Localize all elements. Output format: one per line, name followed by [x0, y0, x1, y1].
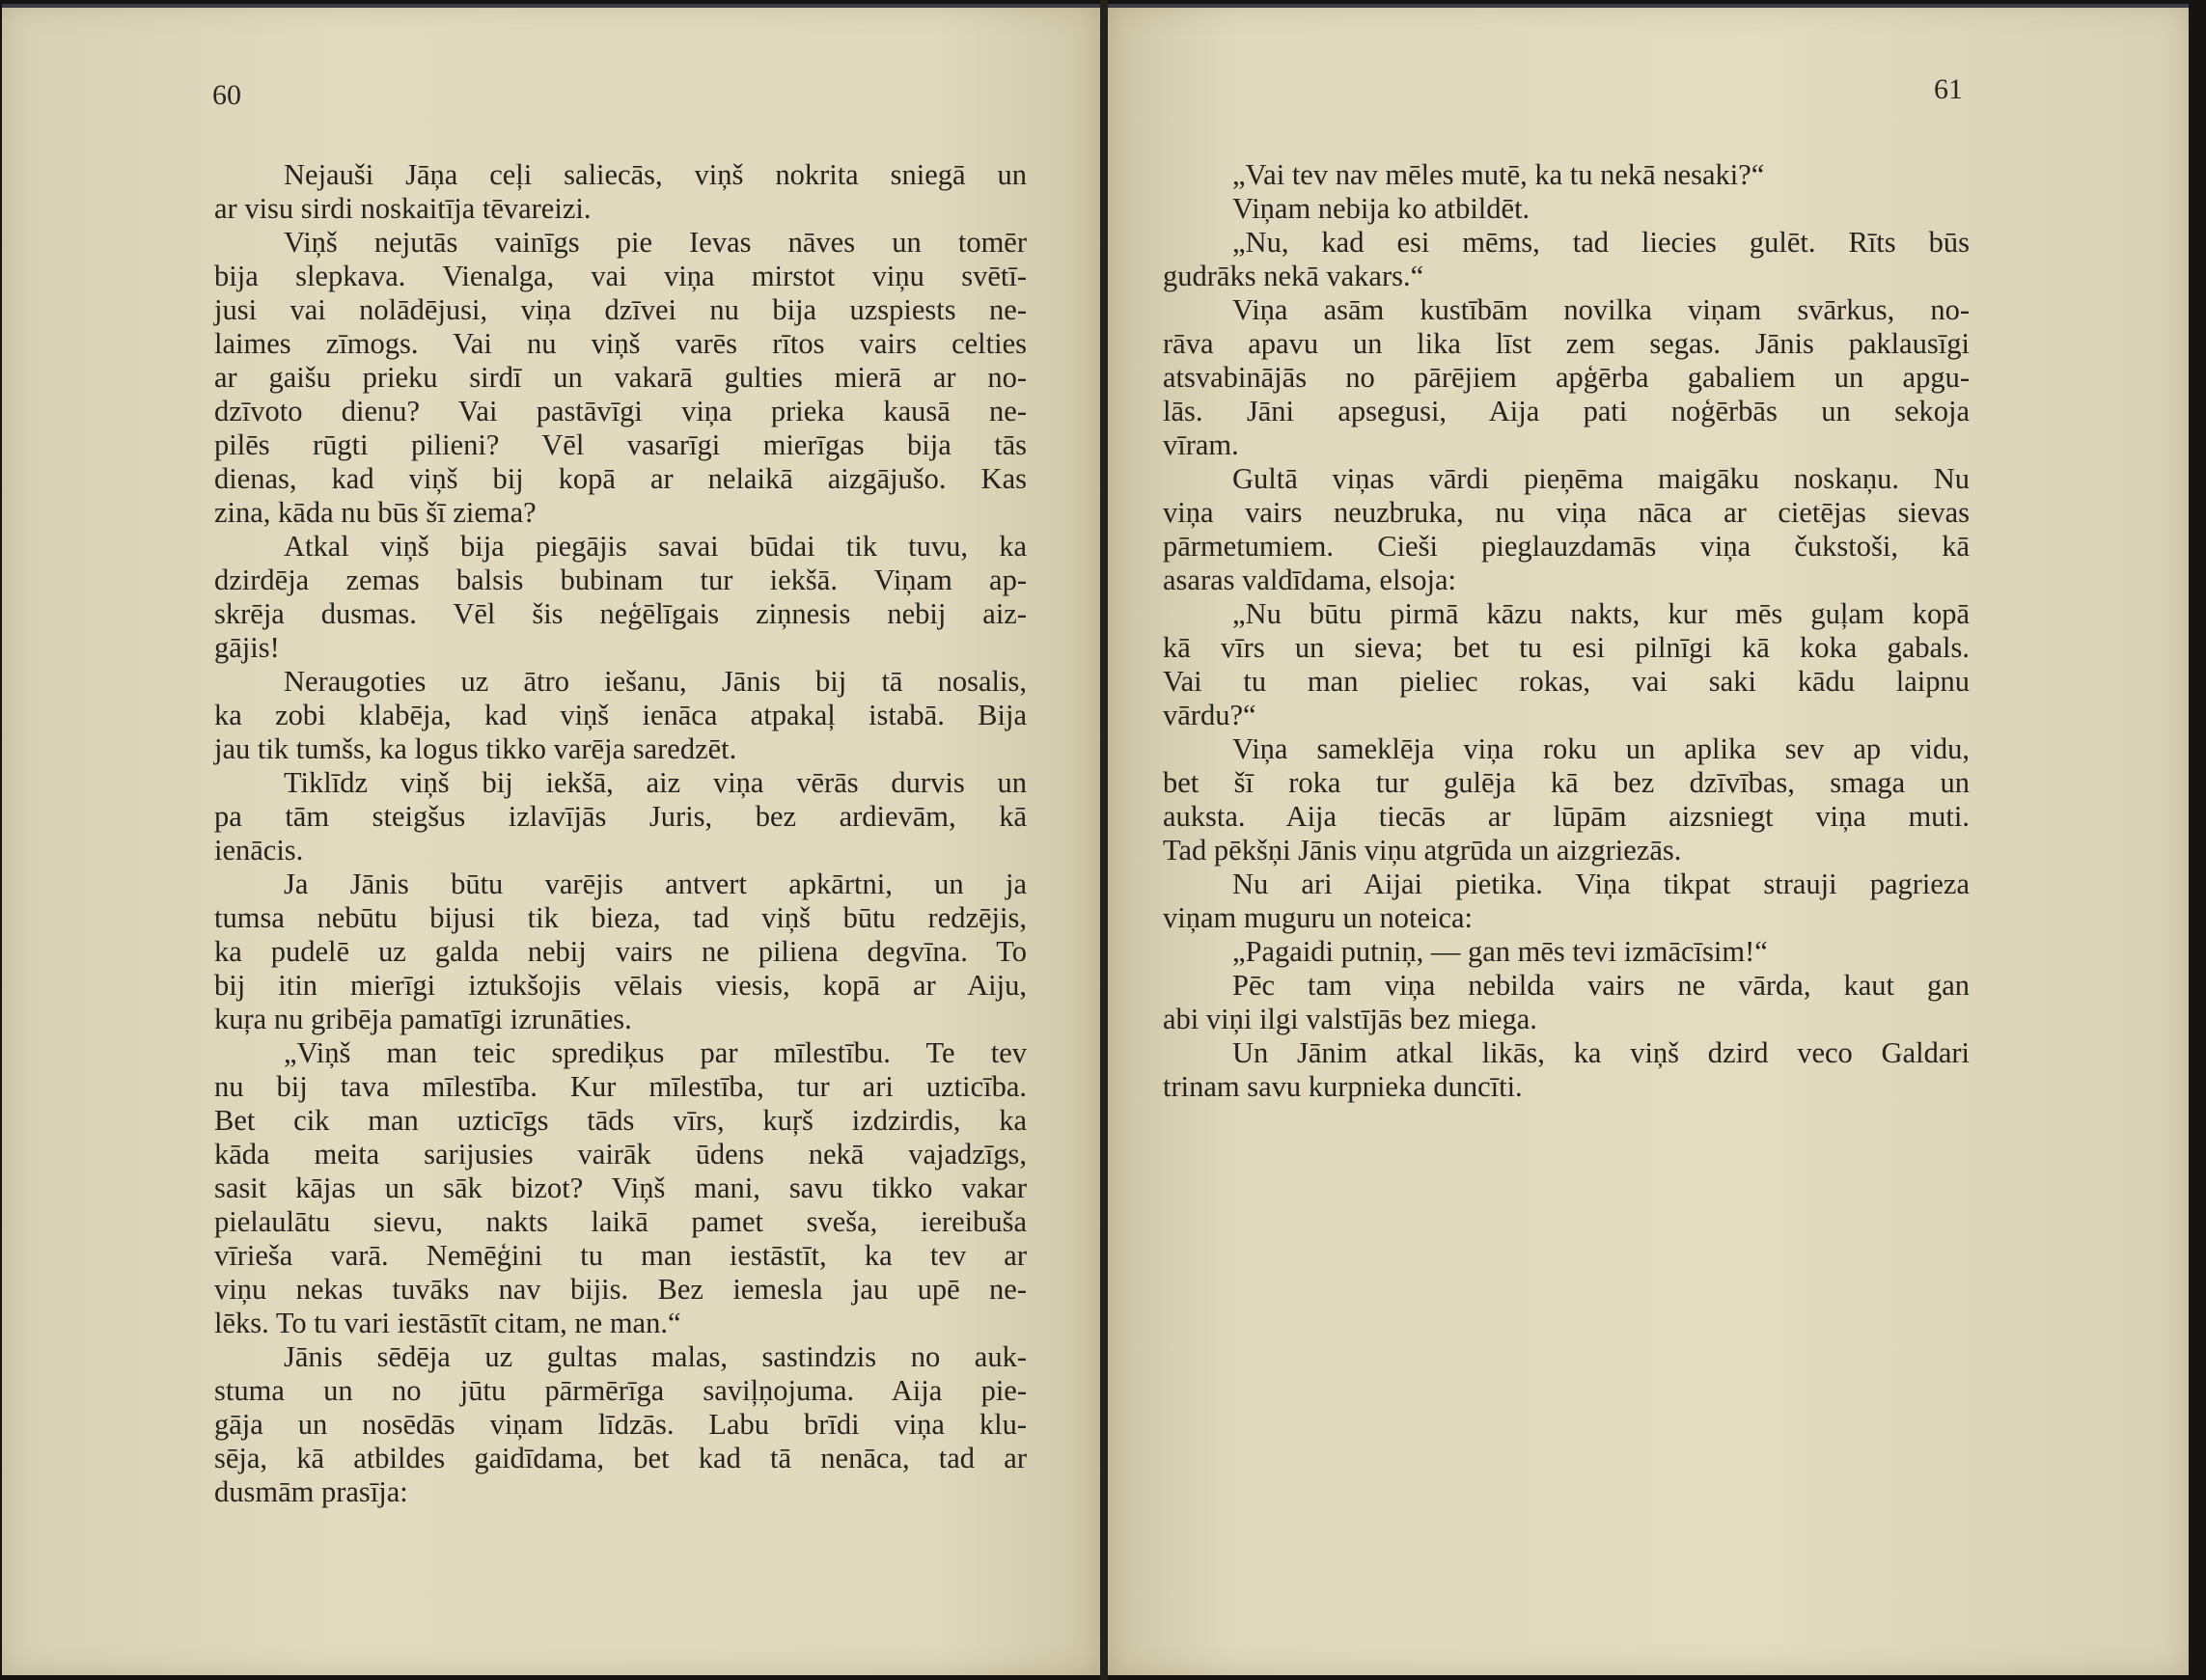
text-line: ar visu sirdi noskaitīja tēvareizi. — [214, 192, 592, 225]
text-line: nu bij tava mīlestība. Kur mīlestība, tur ari uzticība. — [214, 1070, 1027, 1103]
text-line: atsvabinājās no pārējiem apģērba gabaliem un apgu- — [1163, 361, 1970, 394]
text-line: Tad pēkšņi Jānis viņu atgrūda un aizgriezās. — [1163, 834, 1682, 867]
text-line: „Pagaidi putniņ, — gan mēs tevi izmācīsim!“ — [1232, 935, 1768, 968]
text-line: viņa vairs neuzbruka, nu viņa nāca ar cietējas sievas — [1163, 496, 1970, 529]
text-line: Atkal viņš bija piegājis savai būdai tik tuvu, ka — [284, 530, 1027, 563]
text-line: gājis! — [214, 631, 280, 664]
text-line: „Nu, kad esi mēms, tad liecies gulēt. Rīts būs — [1232, 226, 1970, 259]
text-line: rāva apavu un lika līst zem segas. Jānis paklausīgi — [1163, 327, 1970, 360]
text-line: asaras valdīdama, elsoja: — [1163, 564, 1457, 596]
text-line: Viņš nejutās vainīgs pie Ievas nāves un tomēr — [284, 226, 1027, 259]
text-line: bet šī roka tur gulēja kā bez dzīvības, smaga un — [1163, 766, 1970, 799]
text-line: sasit kājas un sāk bizot? Viņš mani, savu tikko vakar — [214, 1171, 1027, 1204]
text-line: pārmetumiem. Cieši pieglauzdamās viņa čukstoši, kā — [1163, 530, 1970, 563]
right-page-text — [1163, 158, 1970, 1104]
text-line: Ja Jānis būtu varējis antvert apkārtni, un ja — [284, 868, 1027, 900]
top-edge — [2, 4, 1100, 8]
text-line: Nejauši Jāņa ceļi saliecās, viņš nokrita sniegā un — [284, 158, 1027, 191]
text-line: kā vīrs un sieva; bet tu esi pilnīgi kā koka gabals. — [1163, 631, 1970, 664]
left-page-text — [214, 158, 1027, 1509]
text-line: Pēc tam viņa nebilda vairs ne vārda, kaut gan — [1232, 969, 1970, 1002]
text-line: ar gaišu prieku sirdī un vakarā gulties mierā ar no- — [214, 361, 1027, 394]
text-line: „Viņš man teic sprediķus par mīlestību. Te tev — [284, 1036, 1027, 1069]
text-line: auksta. Aija tiecās ar lūpām aizsniegt viņa muti. — [1163, 800, 1970, 833]
text-line: jau tik tumšs, ka logus tikko varēja saredzēt. — [214, 732, 737, 765]
text-line: kāda meita sarijusies vairāk ūdens nekā vajadzīgs, — [214, 1138, 1027, 1170]
text-line: bij itin mierīgi iztukšojis vēlais viesis, kopā ar Aiju, — [214, 969, 1027, 1002]
top-edge — [1108, 4, 2189, 8]
text-line: ka zobi klabēja, kad viņš ienāca atpakaļ istabā. Bija — [214, 699, 1027, 731]
text-line: Tiklīdz viņš bij iekšā, aiz viņa vērās durvis un — [284, 766, 1027, 799]
book-gutter — [1100, 0, 1108, 1680]
text-line: dienas, kad viņš bij kopā ar nelaikā aizgājušo. Kas — [214, 462, 1027, 495]
text-line: Vai tu man pieliec rokas, vai saki kādu laipnu — [1163, 665, 1970, 698]
text-line: viņam muguru un noteica: — [1163, 901, 1474, 934]
text-line: vīrieša varā. Nemēģini tu man iestāstīt, ka tev ar — [214, 1239, 1027, 1272]
page-number-right: 61 — [1934, 73, 1963, 105]
text-line: pa tām steigšus izlavījās Juris, bez ardievām, kā — [214, 800, 1027, 833]
text-line: ka pudelē uz galda nebij vairs ne piliena degvīna. To — [214, 935, 1027, 968]
page-number-left: 60 — [212, 79, 241, 111]
text-line: pielaulātu sievu, nakts laikā pamet sveša, iereibuša — [214, 1205, 1027, 1238]
text-line: Gultā viņas vārdi pieņēma maigāku noskaņu. Nu — [1232, 462, 1970, 495]
text-line: pilēs rūgti pilieni? Vēl vasarīgi mierīgas bija tās — [214, 428, 1027, 461]
text-line: dzirdēja zemas balsis bubinam tur iekšā. Viņam ap- — [214, 564, 1027, 596]
text-line: bija slepkava. Vienalga, vai viņa mirstot viņu svētī- — [214, 260, 1027, 292]
text-line: gāja un nosēdās viņam līdzās. Labu brīdi viņa klu- — [214, 1408, 1027, 1441]
text-line: dzīvoto dienu? Vai pastāvīgi viņa prieka kausā ne- — [214, 395, 1027, 427]
text-line: „Vai tev nav mēles mutē, ka tu nekā nesaki?“ — [1232, 158, 1765, 191]
text-line: „Nu būtu pirmā kāzu nakts, kur mēs guļam kopā — [1232, 597, 1970, 630]
text-line: gudrāks nekā vakars.“ — [1163, 260, 1424, 292]
text-line: Nu ari Aijai pietika. Viņa tikpat strauji pagrieza — [1232, 868, 1970, 900]
text-line: Un Jānim atkal likās, ka viņš dzird veco Galdari — [1232, 1036, 1970, 1069]
text-line: Jānis sēdēja uz gultas malas, sastindzis no auk- — [284, 1340, 1027, 1373]
text-line: Viņam nebija ko atbildēt. — [1232, 192, 1530, 225]
text-line: Bet cik man uzticīgs tāds vīrs, kuŗš izdzirdis, ka — [214, 1104, 1027, 1137]
text-line: laimes zīmogs. Vai nu viņš varēs rītos vairs celties — [214, 327, 1027, 360]
text-line: zina, kāda nu būs šī ziema? — [214, 496, 537, 529]
text-line: dusmām prasīja: — [214, 1475, 408, 1508]
text-line: skrēja dusmas. Vēl šis neģēlīgais ziņnesis nebij aiz- — [214, 597, 1027, 630]
text-line: trinam savu kurpnieka duncīti. — [1163, 1070, 1523, 1103]
text-line: lās. Jāni apsegusi, Aija pati noģērbās un sekoja — [1163, 395, 1970, 427]
text-line: Viņa asām kustībām novilka viņam svārkus, no- — [1232, 293, 1970, 326]
text-line: ienācis. — [214, 834, 304, 867]
text-line: abi viņi ilgi valstījās bez miega. — [1163, 1003, 1537, 1035]
text-line: vārdu?“ — [1163, 699, 1256, 731]
text-line: viņu nekas tuvāks nav bijis. Bez iemesla jau upē ne- — [214, 1273, 1027, 1306]
text-line: vīram. — [1163, 428, 1239, 461]
text-line: stuma un no jūtu pārmērīga saviļņojuma. Aija pie- — [214, 1374, 1027, 1407]
text-line: tumsa nebūtu bijusi tik bieza, tad viņš būtu redzējis, — [214, 901, 1027, 934]
text-line: sēja, kā atbildes gaidīdama, bet kad tā nenāca, tad ar — [214, 1442, 1027, 1474]
text-line: Neraugoties uz ātro iešanu, Jānis bij tā nosalis, — [284, 665, 1027, 698]
text-line: kuŗa nu gribēja pamatīgi izrunāties. — [214, 1003, 632, 1035]
text-line: jusi vai nolādējusi, viņa dzīvei nu bija uzspiests ne- — [214, 293, 1027, 326]
text-line: Viņa sameklēja viņa roku un aplika sev ap vidu, — [1232, 732, 1970, 765]
text-line: lēks. To tu vari iestāstīt citam, ne man.“ — [214, 1307, 681, 1339]
